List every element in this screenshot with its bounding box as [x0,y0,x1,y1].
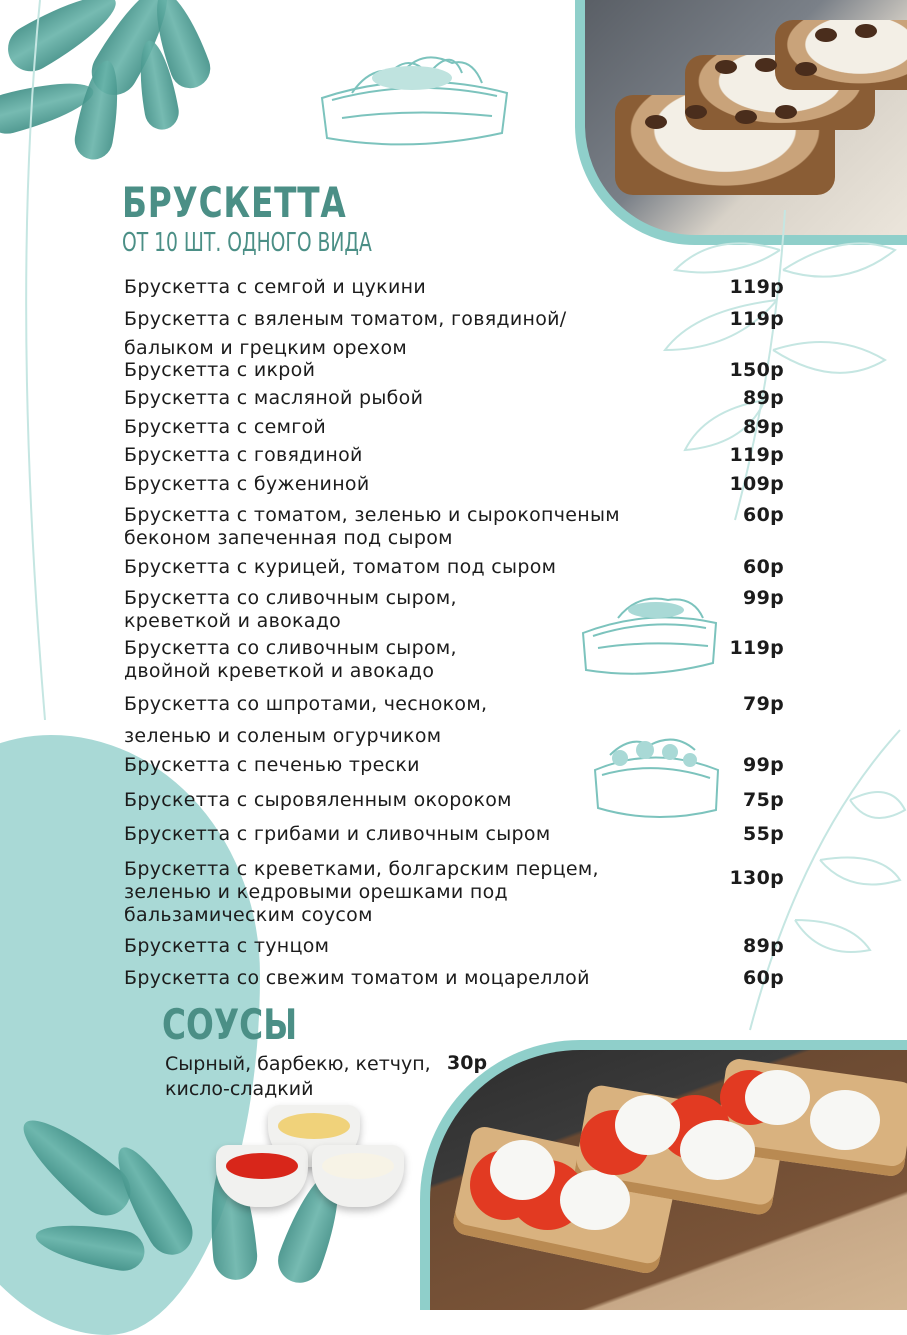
menu-item [124,387,784,410]
item-name: Брускетта со сливочным сыром, двойной креветкой и авокадо [124,637,457,682]
item-name: Брускетта с грибами и сливочным сыром [124,823,551,845]
sauce-list: Сырный, барбекю, кетчуп, кисло-сладкий [165,1053,431,1100]
item-price: 119р [729,308,784,330]
item-price: 150р [729,359,784,381]
item-price: 109р [729,473,784,495]
item-name: Брускетта с креветками, болгарским перцем, зеленью и кедровыми орешками под бальзамическим соусом [124,858,599,926]
item-price: 79р [743,693,784,715]
bruschetta-sketch-icon [312,38,517,153]
menu-item [124,935,784,958]
item-price: 75р [743,789,784,811]
item-price: 119р [729,276,784,298]
item-name: Брускетта с бужениной [124,473,370,495]
page-title: БРУСКЕТТА [122,178,347,227]
sauce-bowls-photo [210,1100,410,1240]
item-price: 60р [743,967,784,989]
item-name: Брускетта с томатом, зеленью и сырокопченым беконом запеченная под сыром [124,504,620,549]
item-name: Брускетта со шпротами, чесноком, зеленью и соленым огурчиком [124,693,488,747]
menu-item [124,416,784,439]
item-name: Брускетта с говядиной [124,444,363,466]
item-name: Брускетта со сливочным сыром, креветкой и авокадо [124,587,457,632]
menu-item [124,858,784,927]
item-name: Брускетта с печенью трески [124,754,420,776]
leaf-branch-icon [0,0,60,720]
item-price: 130р [729,867,784,889]
bruschetta-photo [575,0,907,245]
menu-item [124,305,784,363]
menu-item [124,587,784,633]
page-subtitle: ОТ 10 ШТ. ОДНОГО ВИДА [122,228,372,258]
item-price: 89р [743,387,784,409]
item-price: 55р [743,823,784,845]
item-price: 119р [729,637,784,659]
item-price: 99р [743,754,784,776]
sauce-price: 30р [447,1052,488,1074]
item-name: Брускетта с курицей, томатом под сыром [124,556,557,578]
bruschetta-photo [420,1040,907,1310]
menu-item [124,276,784,299]
menu-item [124,688,784,752]
item-name: Брускетта со свежим томатом и моцареллой [124,967,590,989]
item-price: 119р [729,444,784,466]
menu-item [124,789,784,812]
item-price: 89р [743,416,784,438]
item-name: Брускетта с вяленым томатом, говядиной/балыком и грецким орехом [124,308,567,359]
menu-item [124,556,784,579]
menu-item [124,967,784,990]
item-price: 99р [743,587,784,609]
menu-item [124,504,784,550]
menu-item [124,473,784,496]
item-name: Брускетта с масляной рыбой [124,387,424,409]
menu-item [124,754,784,777]
menu-item [124,823,784,846]
menu-item [124,359,784,382]
item-name: Брускетта с семгой и цукини [124,276,426,298]
item-price: 60р [743,504,784,526]
item-name: Брускетта с тунцом [124,935,330,957]
sauces-title: СОУСЫ [162,1000,298,1049]
item-price: 60р [743,556,784,578]
item-price: 89р [743,935,784,957]
menu-item [124,444,784,467]
menu-item [124,637,784,683]
item-name: Брускетта с семгой [124,416,327,438]
item-name: Брускетта с сыровяленным окороком [124,789,512,811]
item-name: Брускетта с икрой [124,359,316,381]
